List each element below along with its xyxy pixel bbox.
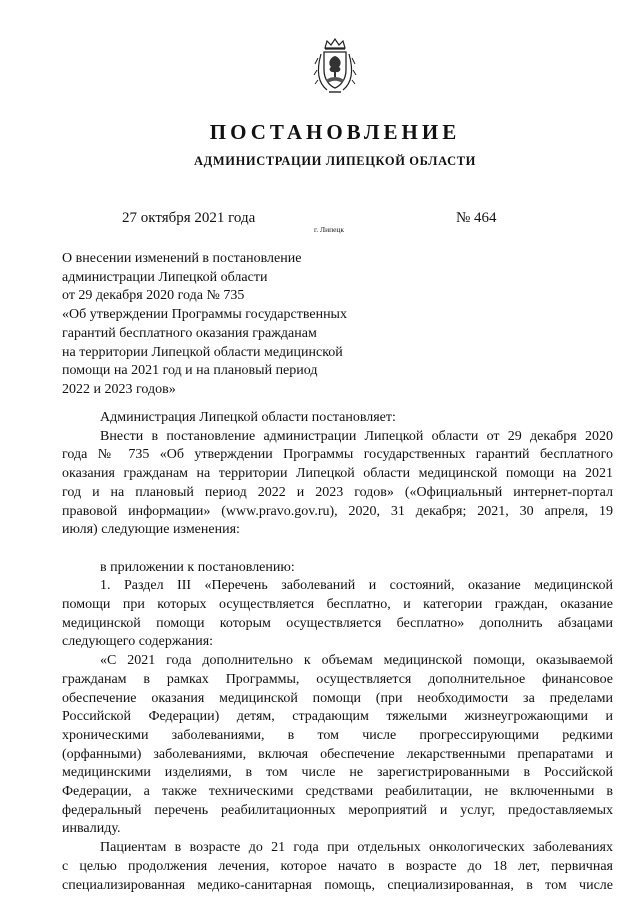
- document-number: № 464: [456, 210, 497, 226]
- text-line: Пациентам в возрасте до 21 года при отдельных онкологических заболеваниях: [100, 840, 613, 856]
- lipetsk-coat-of-arms-icon: [313, 38, 357, 96]
- paragraph-spacer: [62, 540, 613, 559]
- text-line: обеспечение оказания медицинской помощи (при необходимости за пределами: [62, 690, 613, 706]
- text-line: года № 735 «Об утверждении Программы государственных гарантий бесплатного: [62, 447, 613, 463]
- paragraph-quote-2021: [62, 652, 613, 839]
- document-city: г. Липецк: [314, 225, 345, 234]
- paragraph-amendment-intro: [62, 428, 613, 540]
- subject-line: администрации Липецкой области: [62, 269, 268, 285]
- document-date: 27 октября 2021 года: [122, 210, 256, 226]
- text-line: (орфанными) заболеваниями, включая обеспечение лекарственными препаратами и: [62, 746, 613, 762]
- text-line: оказания гражданам на территории Липецкой области медицинской помощи на 2021: [62, 466, 613, 482]
- document-title: ПОСТАНОВЛЕНИЕ: [209, 120, 461, 144]
- paragraph-section-3: [62, 577, 613, 652]
- paragraph-resolution: [62, 409, 613, 428]
- document-subject: [62, 250, 392, 400]
- text-line: правовой информации» (www.pravo.gov.ru), 2020, 31 декабря; 2021, 30 апреля, 19: [62, 503, 613, 519]
- text-line: помощи при которых осуществляется бесплатно, и категории граждан, оказание: [62, 597, 613, 613]
- subject-line: «Об утверждении Программы государственных: [62, 307, 347, 323]
- text-line: с целью продолжения лечения, которое начато в возрасте до 18 лет, первичная: [62, 858, 613, 874]
- text-line: следующего содержания:: [62, 634, 214, 650]
- text-line: июля) следующие изменения:: [62, 522, 240, 538]
- text-line: специализированная медико-санитарная помощь, специализированная, в том числе: [62, 877, 613, 893]
- subject-line: от 29 декабря 2020 года № 735: [62, 288, 245, 304]
- text-line: «С 2021 года дополнительно к объемам медицинской помощи, оказываемой: [100, 653, 613, 669]
- subject-line: 2022 и 2023 годов»: [62, 381, 176, 397]
- text-line: 1. Раздел III «Перечень заболеваний и состояний, оказание медицинской: [100, 578, 613, 594]
- text-line: хроническими заболеваниями, в том числе прогрессирующими редкими: [62, 727, 613, 743]
- text-line: федеральный перечень реабилитационных мероприятий и услуг, предоставляемых: [62, 802, 613, 818]
- text-line: инвалиду.: [62, 821, 121, 837]
- text-line: гражданам в рамках Программы, осуществляется дополнительное финансовое: [62, 671, 613, 687]
- text-line: в приложении к постановлению:: [100, 559, 295, 575]
- text-line: Администрация Липецкой области постановляет:: [100, 410, 396, 425]
- text-line: Федерации, а также техническими средствами реабилитации, не включенными в: [62, 784, 613, 800]
- paragraph-appendix: [62, 559, 613, 578]
- subject-line: гарантий бесплатного оказания гражданам: [62, 325, 317, 341]
- text-line: медицинскими изделиями, в том числе не зарегистрированными в Российской: [62, 765, 613, 781]
- paragraph-patients-under-21: [62, 839, 613, 895]
- subject-line: помощи на 2021 год и на плановый период: [62, 363, 318, 379]
- subject-line: О внесении изменений в постановление: [62, 251, 302, 266]
- document-body: [62, 409, 613, 895]
- subject-line: на территории Липецкой области медицинской: [62, 344, 343, 360]
- text-line: Внести в постановление администрации Липецкой области от 29 декабря 2020: [100, 428, 613, 444]
- text-line: Российской Федерации) детям, страдающим тяжелыми жизнеугрожающими и: [62, 709, 613, 725]
- document-subtitle: АДМИНИСТРАЦИИ ЛИПЕЦКОЙ ОБЛАСТИ: [194, 154, 476, 168]
- text-line: год и на плановый период 2022 и 2023 годов» («Официальный интернет-портал: [62, 484, 613, 500]
- text-line: медицинской помощи которым осуществляется бесплатно» дополнить абзацами: [62, 615, 613, 631]
